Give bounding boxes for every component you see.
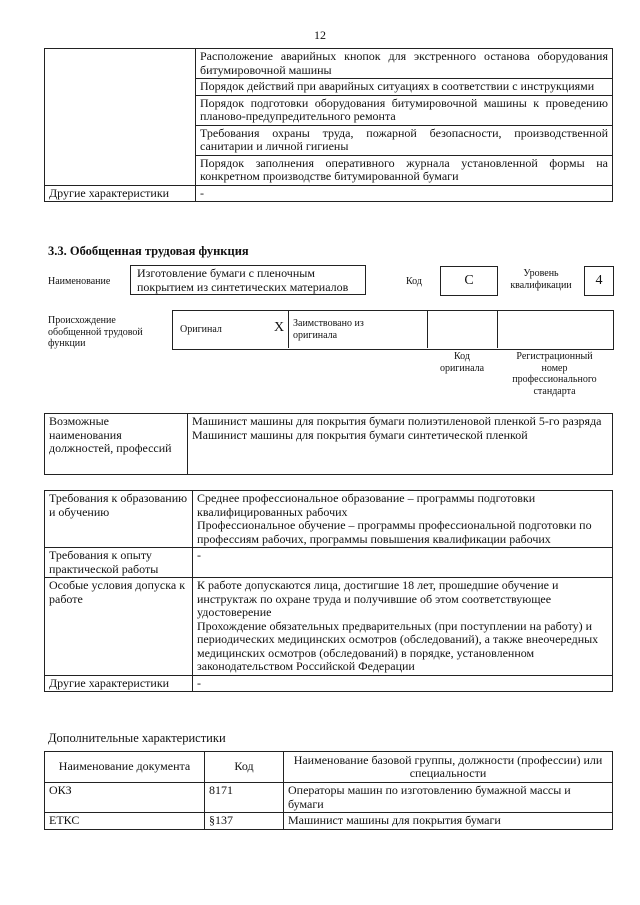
table-row xyxy=(45,49,613,79)
position-name: Машинист машины для покрытия бумаги полиэтиленовой пленкой 5-го разряда xyxy=(192,414,602,428)
function-name-box xyxy=(130,265,366,295)
positions-label: Возможные наименования должностей, профессий xyxy=(45,414,188,475)
caption-line: Регистрационный xyxy=(516,351,593,362)
table-row xyxy=(45,548,613,578)
column-header: Наименование базовой группы, должности (профессии) или специальности xyxy=(284,752,613,783)
requirement-value xyxy=(193,578,613,676)
empty-label-cell xyxy=(45,49,196,186)
section-heading: 3.3. Обобщенная трудовая функция xyxy=(48,244,249,258)
divider xyxy=(288,310,289,348)
requirement-line: - xyxy=(197,675,201,690)
knowledge-item: Расположение аварийных кнопок для экстренного останова оборудования битумировочной машины xyxy=(196,49,613,79)
positions-table xyxy=(44,413,613,475)
table-row xyxy=(45,813,613,830)
caption-line: Код xyxy=(454,351,470,362)
level-label-line: Уровень xyxy=(523,268,559,279)
origin-label-line: обобщенной трудовой xyxy=(48,326,143,338)
table-cell: 8171 xyxy=(205,783,284,813)
page-number: 12 xyxy=(314,28,326,42)
caption-line: стандарта xyxy=(533,385,576,397)
code-value: C xyxy=(440,266,498,296)
table-row xyxy=(45,185,613,202)
table-cell: ЕТКС xyxy=(45,813,205,830)
registration-number-caption xyxy=(497,351,612,397)
requirement-line: Профессиональное обучение – программы профессиональной подготовки по профессиям рабочих, программы повышения квалификации рабочих xyxy=(197,518,592,546)
requirement-value xyxy=(193,548,613,578)
code-original-caption xyxy=(427,351,497,374)
origin-label-line: Происхождение xyxy=(48,315,116,326)
requirements-table xyxy=(44,490,613,692)
requirement-line: Среднее профессиональное образование – программы подготовки квалифицированных рабочих xyxy=(197,491,536,519)
knowledge-table xyxy=(44,48,613,202)
origin-label xyxy=(48,315,168,350)
requirement-line: К работе допускаются лица, достигшие 18 лет, прошедшие обучение и инструктаж по охране труда и получившие об этом соответствующее удостоверение xyxy=(197,578,559,619)
other-characteristics-label: Другие характеристики xyxy=(45,185,196,202)
caption-line: профессионального xyxy=(512,374,597,385)
caption-line: оригинала xyxy=(439,362,485,374)
requirement-label: Другие характеристики xyxy=(45,675,193,692)
table-row xyxy=(45,414,613,475)
requirement-line: Прохождение обязательных предварительных (при поступлении на работу) и периодических медицинских осмотров (обследований), а также внеочередных медицинских осмотров (обследований) в порядке, установленном законодательством Российской Федерации xyxy=(197,618,599,673)
name-label: Наименование xyxy=(48,276,111,287)
knowledge-item: Требования охраны труда, пожарной безопасности, производственной санитарии и личной гигиены xyxy=(196,125,613,155)
positions-value xyxy=(188,414,613,475)
caption-line: номер xyxy=(541,362,568,374)
divider xyxy=(497,310,498,348)
additional-table xyxy=(44,751,613,830)
knowledge-item: Порядок действий при аварийных ситуациях в соответствии с инструкциями xyxy=(196,79,613,96)
borrowed-label-line: Заимствовано из xyxy=(293,318,364,329)
knowledge-item: Порядок подготовки оборудования битумировочной машины к проведению планово-предупредительного ремонта xyxy=(196,95,613,125)
additional-title: Дополнительные характеристики xyxy=(48,731,226,745)
table-cell: ОКЗ xyxy=(45,783,205,813)
requirement-value xyxy=(193,675,613,692)
table-row xyxy=(45,675,613,692)
table-row xyxy=(45,578,613,676)
table-row xyxy=(45,783,613,813)
borrowed-label-line: оригинала xyxy=(293,329,338,341)
position-name: Машинист машины для покрытия бумаги синтетической пленкой xyxy=(192,427,528,442)
requirement-value xyxy=(193,491,613,548)
requirement-label: Особые условия допуска к работе xyxy=(45,578,193,676)
original-label: Оригинал xyxy=(180,324,222,335)
function-name-line: покрытием из синтетических материалов xyxy=(137,279,349,294)
table-row xyxy=(45,491,613,548)
knowledge-item: Порядок заполнения оперативного журнала установленной формы на конкретном производстве битумированной бумаги xyxy=(196,155,613,185)
borrowed-label xyxy=(293,318,364,341)
origin-label-line: функции xyxy=(48,338,86,349)
function-name-line: Изготовление бумаги с пленочным xyxy=(137,266,315,280)
code-label: Код xyxy=(406,276,422,287)
level-value: 4 xyxy=(584,266,614,296)
requirement-label: Требования к опыту практической работы xyxy=(45,548,193,578)
other-characteristics-value: - xyxy=(196,185,613,202)
column-header: Код xyxy=(205,752,284,783)
origin-box xyxy=(172,310,614,350)
table-header-row xyxy=(45,752,613,783)
divider xyxy=(427,310,428,348)
column-header: Наименование документа xyxy=(45,752,205,783)
requirement-label: Требования к образованию и обучению xyxy=(45,491,193,548)
level-label xyxy=(503,268,579,291)
table-cell: Операторы машин по изготовлению бумажной массы и бумаги xyxy=(284,783,613,813)
table-cell: Машинист машины для покрытия бумаги xyxy=(284,813,613,830)
requirement-line: - xyxy=(197,548,201,562)
level-label-line: квалификации xyxy=(510,279,572,291)
table-cell: §137 xyxy=(205,813,284,830)
original-mark: X xyxy=(274,320,285,335)
